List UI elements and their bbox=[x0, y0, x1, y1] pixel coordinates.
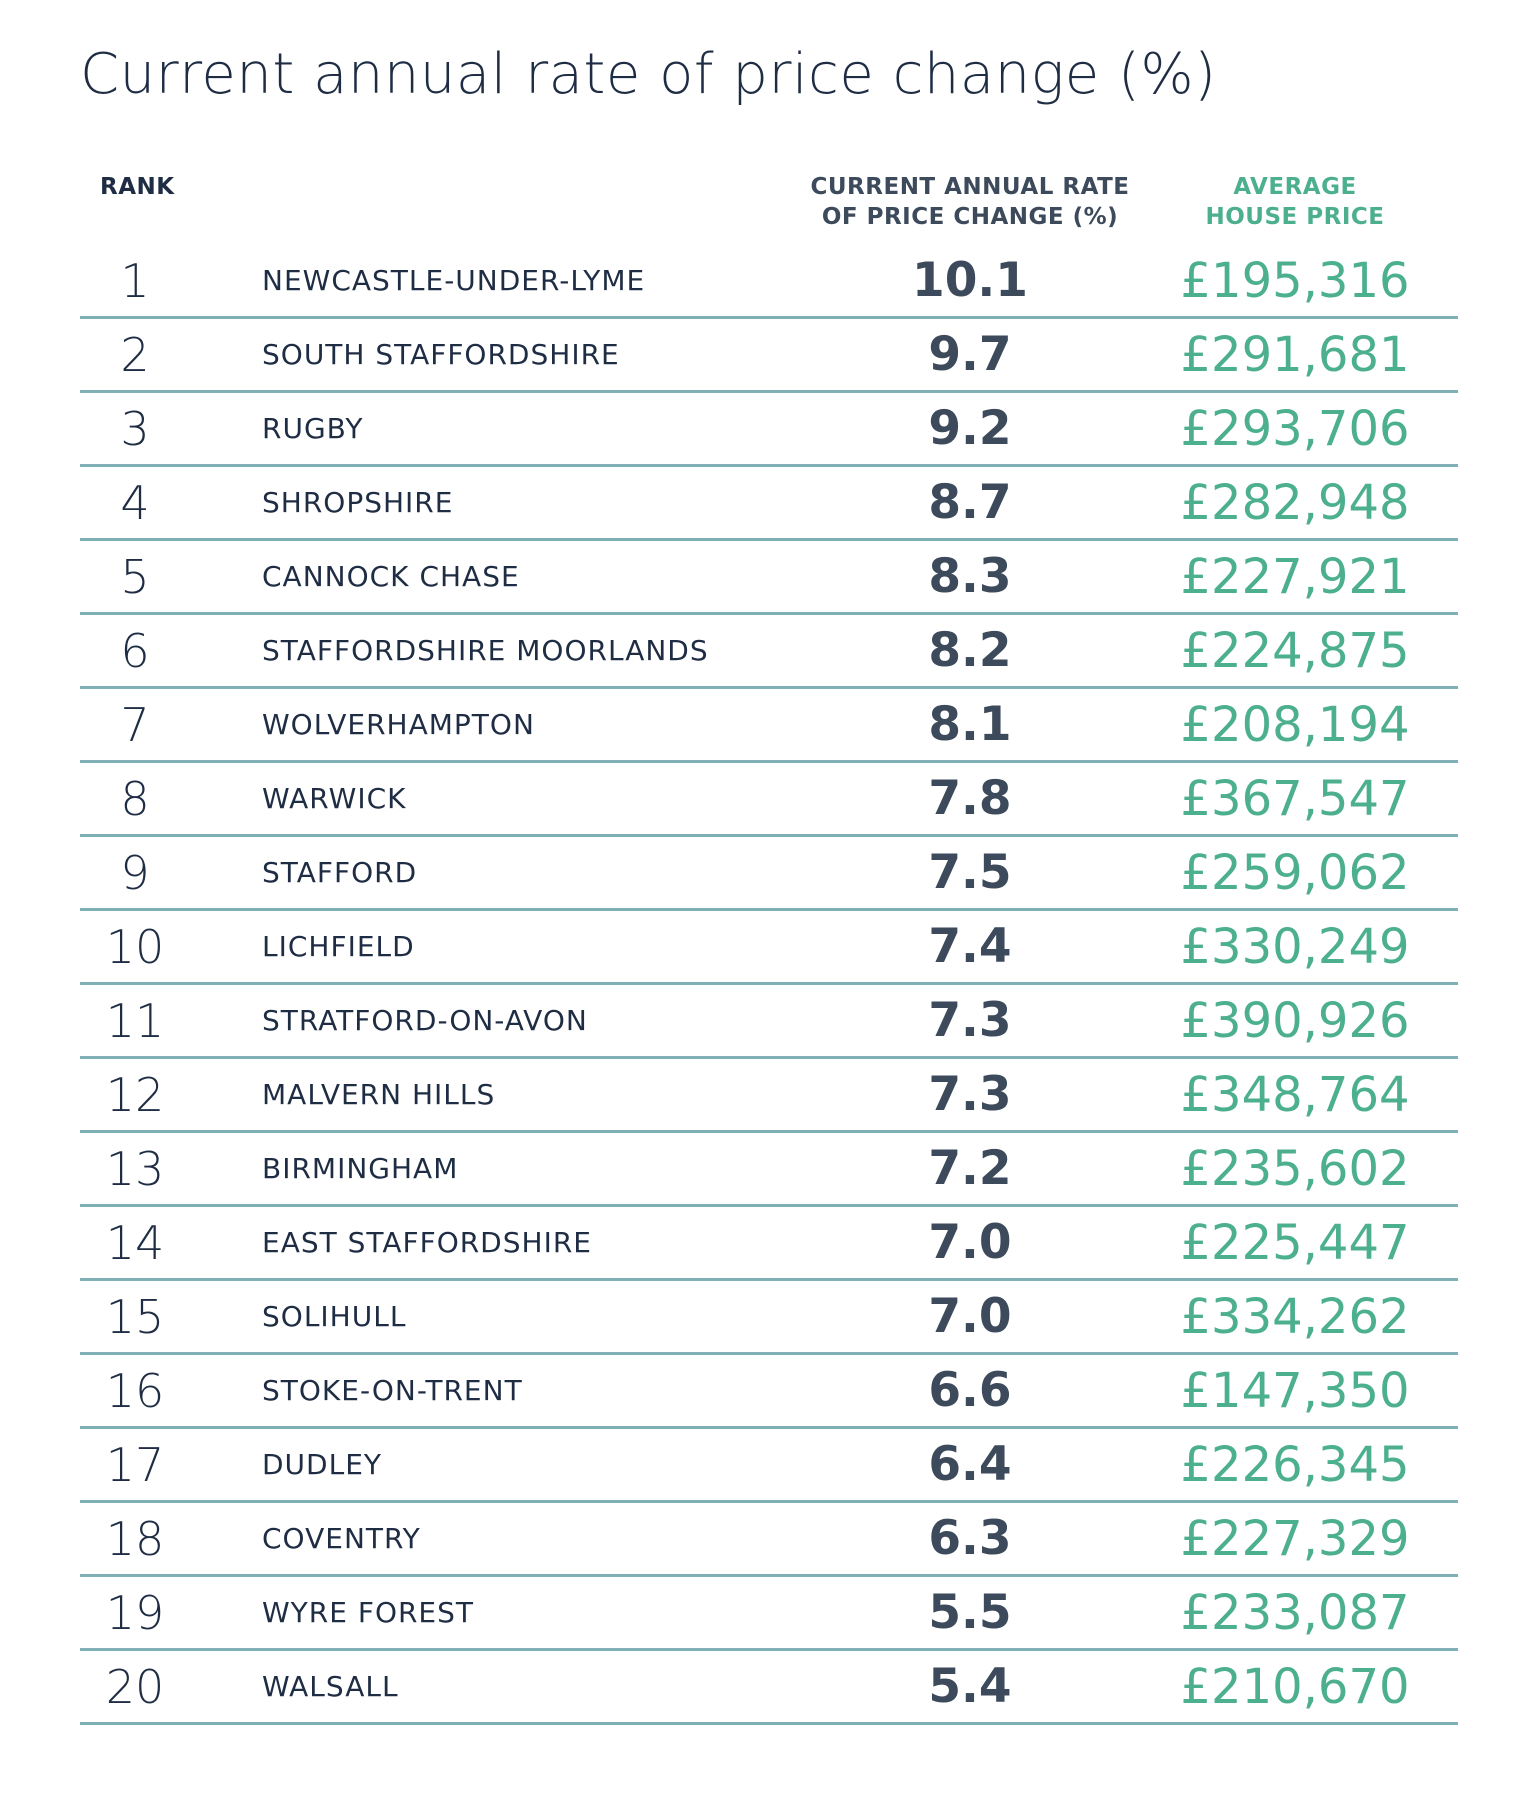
price-cell: £227,329 bbox=[1180, 1510, 1410, 1567]
rank-column-header: RANK bbox=[100, 174, 175, 200]
area-name-cell: STAFFORDSHIRE MOORLANDS bbox=[262, 634, 709, 667]
area-name-cell: RUGBY bbox=[262, 412, 364, 445]
area-name-cell: NEWCASTLE-UNDER-LYME bbox=[262, 264, 646, 297]
price-cell: £233,087 bbox=[1180, 1584, 1410, 1641]
price-cell: £293,706 bbox=[1180, 400, 1410, 457]
rank-cell: 17 bbox=[105, 1437, 165, 1492]
area-name-cell: SHROPSHIRE bbox=[262, 486, 454, 519]
rank-cell: 16 bbox=[105, 1363, 165, 1418]
area-name-cell: WALSALL bbox=[262, 1670, 399, 1703]
ranking-table bbox=[80, 245, 1458, 1725]
area-name-cell: STRATFORD-ON-AVON bbox=[262, 1004, 588, 1037]
price-cell: £225,447 bbox=[1180, 1214, 1410, 1271]
rate-cell: 9.2 bbox=[928, 401, 1012, 456]
rate-cell: 7.5 bbox=[928, 845, 1012, 900]
rank-cell: 9 bbox=[120, 845, 150, 900]
area-name-cell: DUDLEY bbox=[262, 1448, 383, 1481]
area-name-cell: WOLVERHAMPTON bbox=[262, 708, 535, 741]
rate-cell: 6.4 bbox=[928, 1437, 1012, 1492]
price-cell: £210,670 bbox=[1180, 1658, 1410, 1715]
rank-cell: 19 bbox=[105, 1585, 165, 1640]
rate-cell: 7.3 bbox=[928, 993, 1012, 1048]
table-row bbox=[80, 245, 1458, 319]
price-header-line-2: HOUSE PRICE bbox=[1205, 204, 1385, 230]
table-row bbox=[80, 985, 1458, 1059]
table-row bbox=[80, 1281, 1458, 1355]
table-row bbox=[80, 1355, 1458, 1429]
table-row bbox=[80, 911, 1458, 985]
area-name-cell: STOKE-ON-TRENT bbox=[262, 1374, 523, 1407]
rate-cell: 7.3 bbox=[928, 1067, 1012, 1122]
rate-cell: 5.4 bbox=[928, 1659, 1012, 1714]
price-cell: £348,764 bbox=[1180, 1066, 1410, 1123]
rate-cell: 8.1 bbox=[928, 697, 1012, 752]
area-name-cell: CANNOCK CHASE bbox=[262, 560, 520, 593]
area-name-cell: EAST STAFFORDSHIRE bbox=[262, 1226, 592, 1259]
rank-cell: 12 bbox=[105, 1067, 165, 1122]
rate-cell: 7.8 bbox=[928, 771, 1012, 826]
price-column-header bbox=[1150, 172, 1440, 232]
table-row bbox=[80, 615, 1458, 689]
table-row bbox=[80, 1651, 1458, 1725]
table-row bbox=[80, 541, 1458, 615]
price-header-line-1: AVERAGE bbox=[1233, 174, 1357, 200]
rank-cell: 11 bbox=[105, 993, 165, 1048]
area-name-cell: SOUTH STAFFORDSHIRE bbox=[262, 338, 620, 371]
rate-cell: 5.5 bbox=[928, 1585, 1012, 1640]
table-row bbox=[80, 1207, 1458, 1281]
table-row bbox=[80, 689, 1458, 763]
table-row bbox=[80, 763, 1458, 837]
table-row bbox=[80, 319, 1458, 393]
rank-cell: 8 bbox=[120, 771, 150, 826]
rank-cell: 7 bbox=[120, 697, 150, 752]
rate-header-line-2: OF PRICE CHANGE (%) bbox=[821, 204, 1119, 230]
price-cell: £259,062 bbox=[1180, 844, 1410, 901]
rate-cell: 6.3 bbox=[928, 1511, 1012, 1566]
table-row bbox=[80, 837, 1458, 911]
area-name-cell: LICHFIELD bbox=[262, 930, 415, 963]
rate-cell: 9.7 bbox=[928, 327, 1012, 382]
price-cell: £235,602 bbox=[1180, 1140, 1410, 1197]
area-name-cell: WARWICK bbox=[262, 782, 407, 815]
table-row bbox=[80, 1133, 1458, 1207]
rank-cell: 5 bbox=[120, 549, 150, 604]
page-title: Current annual rate of price change (%) bbox=[80, 42, 1217, 107]
rate-cell: 7.2 bbox=[928, 1141, 1012, 1196]
price-cell: £208,194 bbox=[1180, 696, 1410, 753]
price-cell: £334,262 bbox=[1180, 1288, 1410, 1345]
rate-cell: 10.1 bbox=[912, 253, 1028, 308]
price-cell: £224,875 bbox=[1180, 622, 1410, 679]
rank-cell: 3 bbox=[120, 401, 150, 456]
rank-cell: 18 bbox=[105, 1511, 165, 1566]
rank-cell: 15 bbox=[105, 1289, 165, 1344]
price-cell: £330,249 bbox=[1180, 918, 1410, 975]
rate-cell: 8.2 bbox=[928, 623, 1012, 678]
rate-cell: 7.0 bbox=[928, 1289, 1012, 1344]
rate-column-header bbox=[790, 172, 1150, 232]
price-cell: £147,350 bbox=[1180, 1362, 1410, 1419]
table-row bbox=[80, 1429, 1458, 1503]
rate-cell: 8.7 bbox=[928, 475, 1012, 530]
table-row bbox=[80, 1059, 1458, 1133]
area-name-cell: COVENTRY bbox=[262, 1522, 421, 1555]
price-cell: £282,948 bbox=[1180, 474, 1410, 531]
rank-cell: 6 bbox=[120, 623, 150, 678]
area-name-cell: STAFFORD bbox=[262, 856, 418, 889]
rank-cell: 13 bbox=[105, 1141, 165, 1196]
table-row bbox=[80, 1503, 1458, 1577]
rate-cell: 8.3 bbox=[928, 549, 1012, 604]
price-cell: £227,921 bbox=[1180, 548, 1410, 605]
rate-cell: 7.4 bbox=[928, 919, 1012, 974]
rate-cell: 6.6 bbox=[928, 1363, 1012, 1418]
rate-header-line-1: CURRENT ANNUAL RATE bbox=[810, 174, 1130, 200]
rank-cell: 14 bbox=[105, 1215, 165, 1270]
price-cell: £195,316 bbox=[1180, 252, 1410, 309]
area-name-cell: WYRE FOREST bbox=[262, 1596, 475, 1629]
rank-cell: 4 bbox=[120, 475, 150, 530]
rate-cell: 7.0 bbox=[928, 1215, 1012, 1270]
rank-cell: 10 bbox=[105, 919, 165, 974]
price-cell: £367,547 bbox=[1180, 770, 1410, 827]
area-name-cell: SOLIHULL bbox=[262, 1300, 407, 1333]
table-row bbox=[80, 393, 1458, 467]
price-cell: £291,681 bbox=[1180, 326, 1410, 383]
price-cell: £390,926 bbox=[1180, 992, 1410, 1049]
table-row bbox=[80, 467, 1458, 541]
price-cell: £226,345 bbox=[1180, 1436, 1410, 1493]
area-name-cell: MALVERN HILLS bbox=[262, 1078, 496, 1111]
rank-cell: 20 bbox=[105, 1659, 165, 1714]
area-name-cell: BIRMINGHAM bbox=[262, 1152, 459, 1185]
rank-cell: 2 bbox=[120, 327, 150, 382]
rank-cell: 1 bbox=[120, 253, 150, 308]
table-row bbox=[80, 1577, 1458, 1651]
